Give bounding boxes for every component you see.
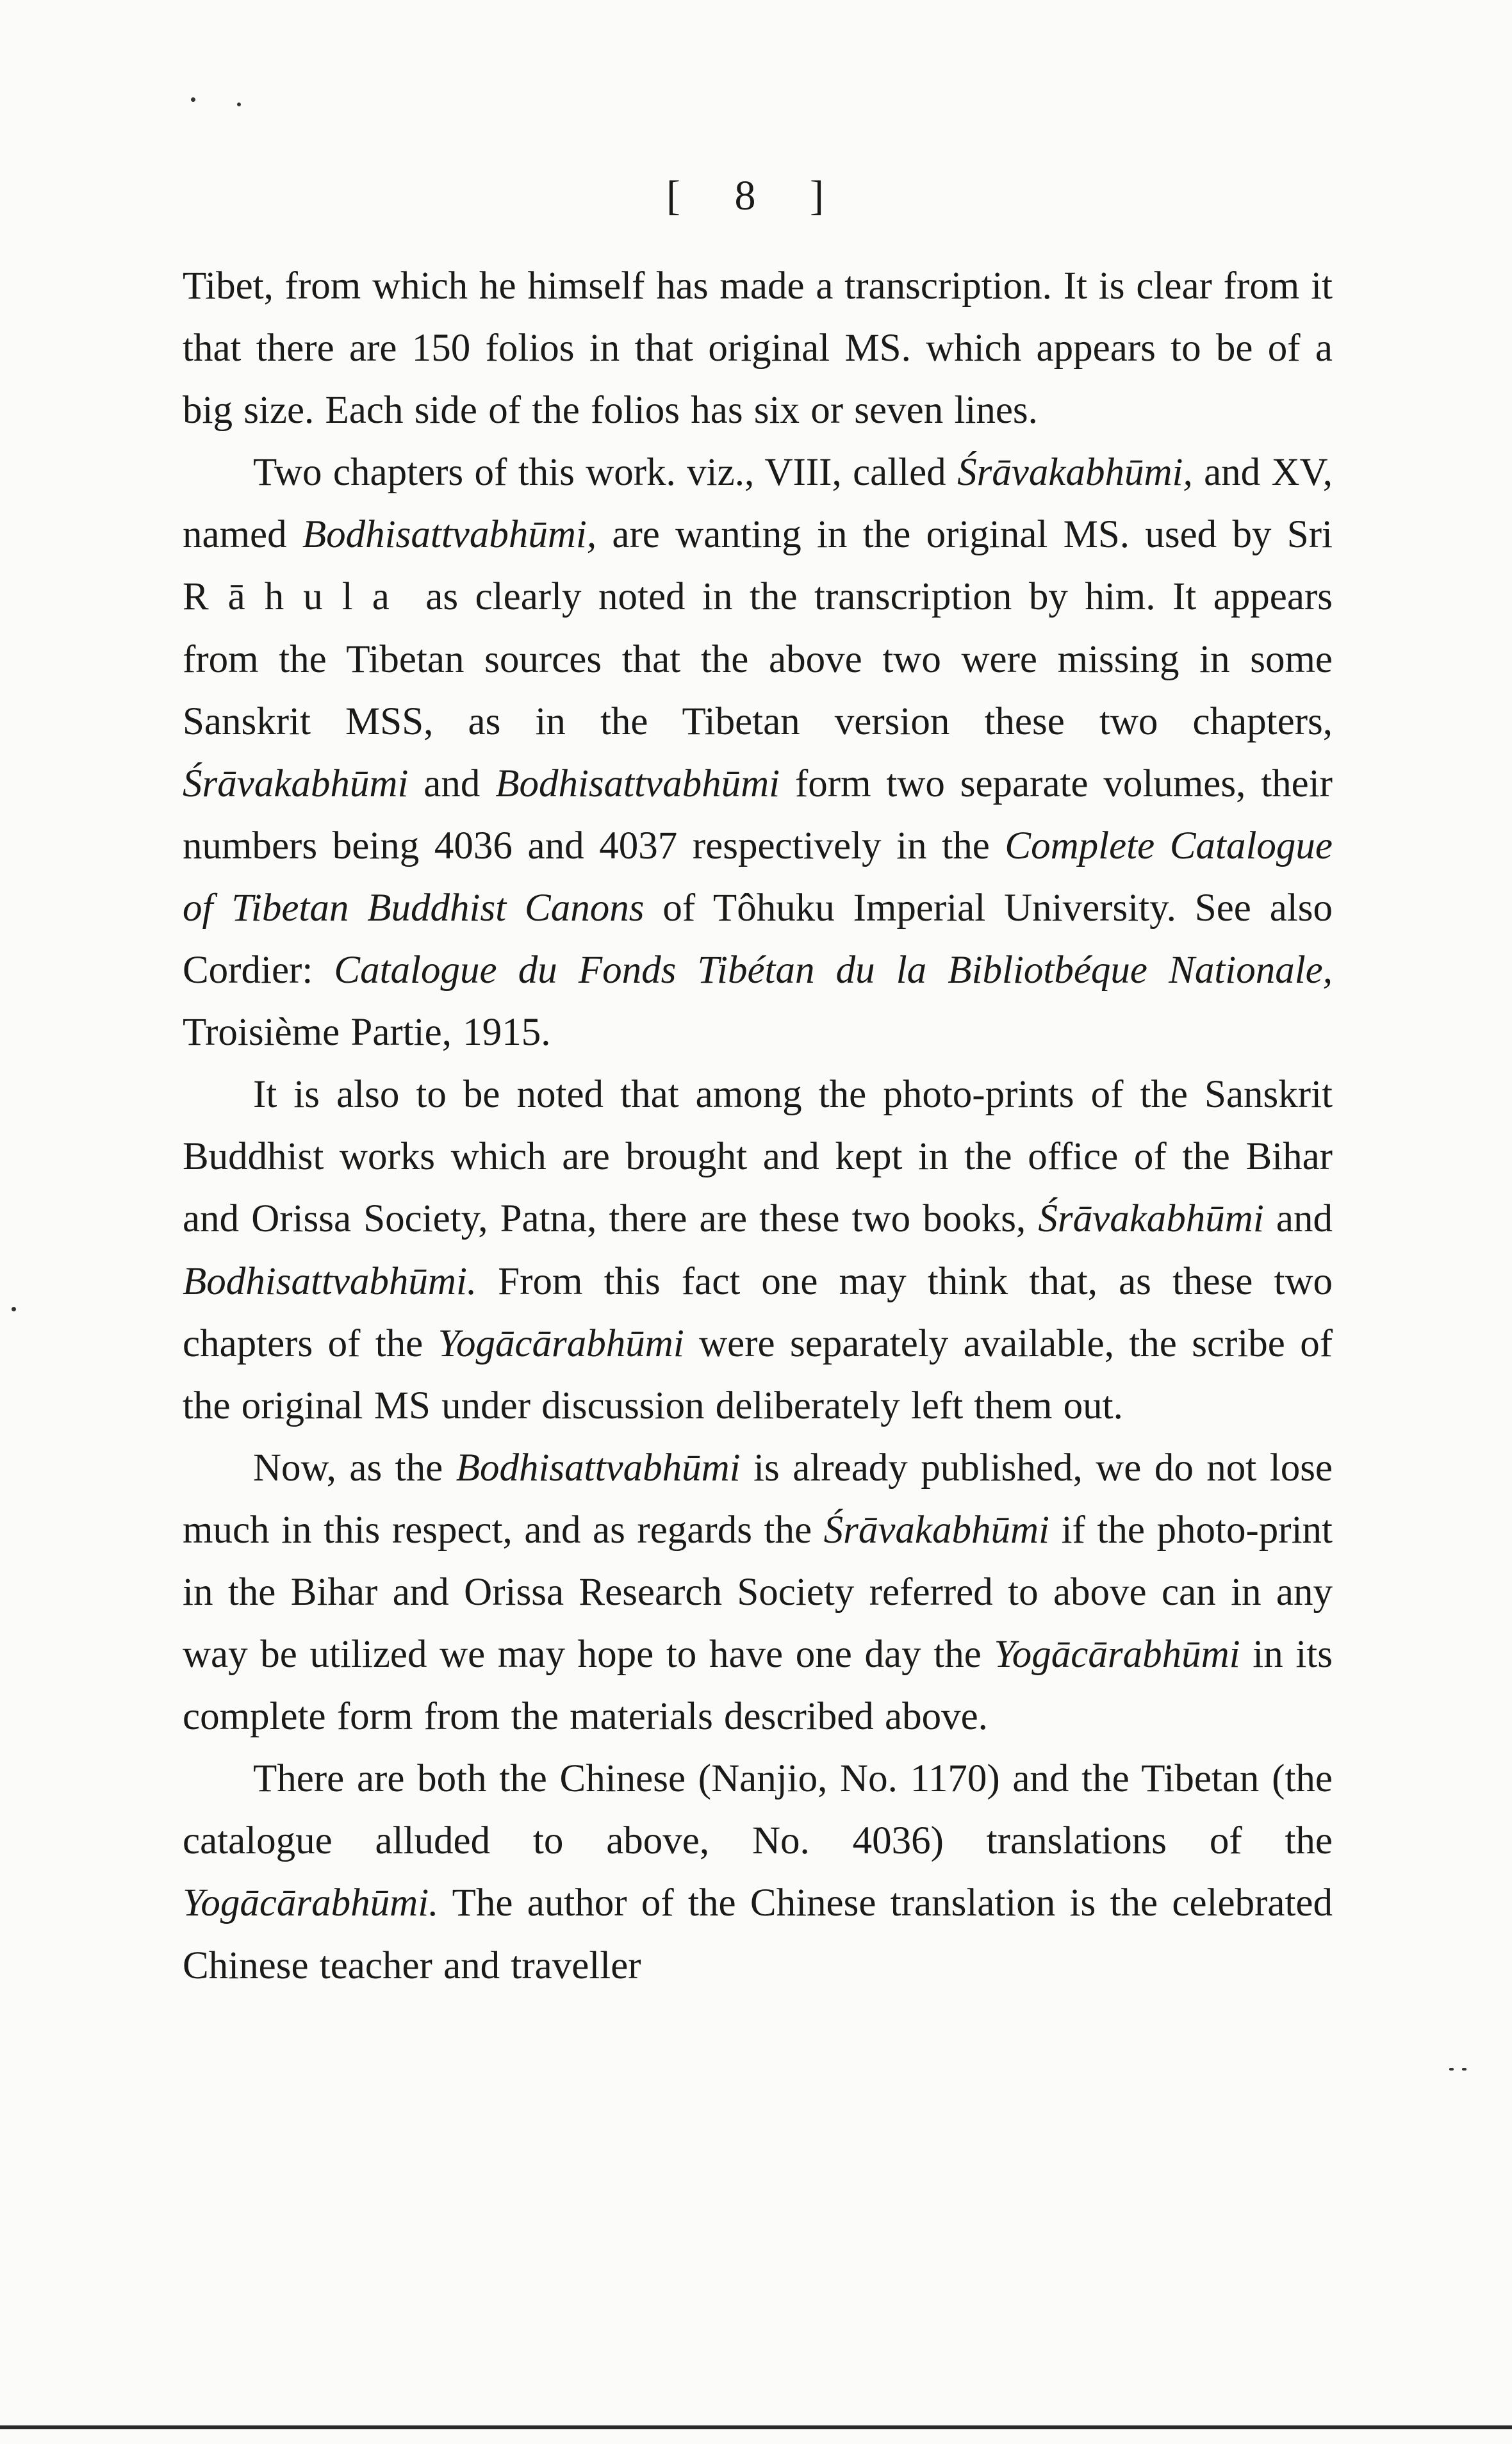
scan-speck [1462, 2068, 1467, 2071]
paragraph-p2 [183, 441, 1333, 1063]
italic-title: Bodhisattvabhūmi [456, 1446, 741, 1489]
text-segment: form two separate volumes, their numbers being 4036 and 4037 respectively in the [183, 762, 1333, 867]
text-segment: The author of the Chinese translation is the celebrated Chinese teacher and traveller [183, 1882, 1333, 1987]
text-segment: in its complete form from the materials described above. [183, 1633, 1333, 1739]
italic-title: Śrāvakabhūmi [823, 1508, 1049, 1552]
text-segment: There are both the Chinese (Nanjio, No. 1170) and the Tibetan (the catalogue alluded to above, No. 4036) translations of the [183, 1757, 1333, 1863]
italic-title: Bodhisattvabhūmi [495, 762, 780, 805]
italic-title: Yogācārabhūmi. [183, 1882, 439, 1925]
scan-speck [191, 97, 195, 102]
italic-title: Śrāvakabhūmi, [957, 451, 1193, 495]
text-segment: are wanting in the original MS. used by Sri [596, 513, 1333, 557]
page-bottom-edge [0, 2425, 1512, 2429]
paragraph-p3 [183, 1063, 1333, 1437]
text-segment: From this fact one may think that, as these two chapters of the [183, 1259, 1333, 1365]
italic-title: Yogācārabhūmi [438, 1322, 684, 1365]
spaced-name: Rāhula [183, 575, 409, 619]
text-segment: as clearly noted in the transcription by him. It appears from the Tibetan sources that the above two were missing in some Sanskrit MSS, as in the Tibetan version these two chapters, [183, 575, 1333, 743]
text-segment: is already published, we do not lose much in this respect, and as regards the [183, 1446, 1333, 1552]
scan-speck [1449, 2068, 1454, 2071]
italic-title: Śrāvakabhūmi [183, 762, 409, 805]
text-segment: and [1263, 1197, 1333, 1241]
text-segment: Two chapters of this work. viz., VIII, called [253, 451, 958, 495]
italic-title: Catalogue du Fonds Tibétan du la Bibliotbéque Nationale, [334, 949, 1333, 992]
page-number: [ 8 ] [666, 172, 846, 219]
text-segment: of Tôhuku Imperial University. See also Cordier: [183, 886, 1333, 992]
scan-speck [12, 1307, 16, 1311]
text-segment: were separately available, the scribe of the original MS under discussion deliberately left them out. [183, 1322, 1333, 1427]
text-segment: Troisième Partie, 1915. [183, 1011, 551, 1054]
scan-speck [237, 103, 241, 106]
body-text [183, 255, 1333, 1997]
text-segment: Tibet, from which he himself has made a transcription. It is clear from it that there are 150 folios in that original MS. which appears to be of a big size. Each side of the folios has six or seven lines. [183, 265, 1333, 432]
text-segment: It is also to be noted that among the photo-prints of the Sanskrit Buddhist works which are brought and kept in the office of the Bihar and Orissa Society, Patna, there are these two books, [183, 1073, 1333, 1241]
italic-title: Complete Catalogue of Tibetan Buddhist Canons [183, 824, 1333, 930]
paragraph-p1 [183, 255, 1333, 441]
text-segment: if the photo-print in the Bihar and Orissa Research Society referred to above can in any way be utilized we may hope to have one day the [183, 1508, 1333, 1677]
italic-title: Bodhisattvabhūmi. [183, 1259, 477, 1303]
text-segment: Now, as the [253, 1446, 456, 1489]
italic-title: Bodhisattvabhūmi, [302, 513, 597, 557]
italic-title: Śrāvakabhūmi [1038, 1197, 1264, 1241]
text-segment: and XV, named [183, 451, 1333, 557]
paragraph-p5 [183, 1748, 1333, 1996]
italic-title: Yogācārabhūmi [994, 1633, 1240, 1677]
paragraph-p4 [183, 1437, 1333, 1748]
text-segment: and [408, 762, 496, 805]
